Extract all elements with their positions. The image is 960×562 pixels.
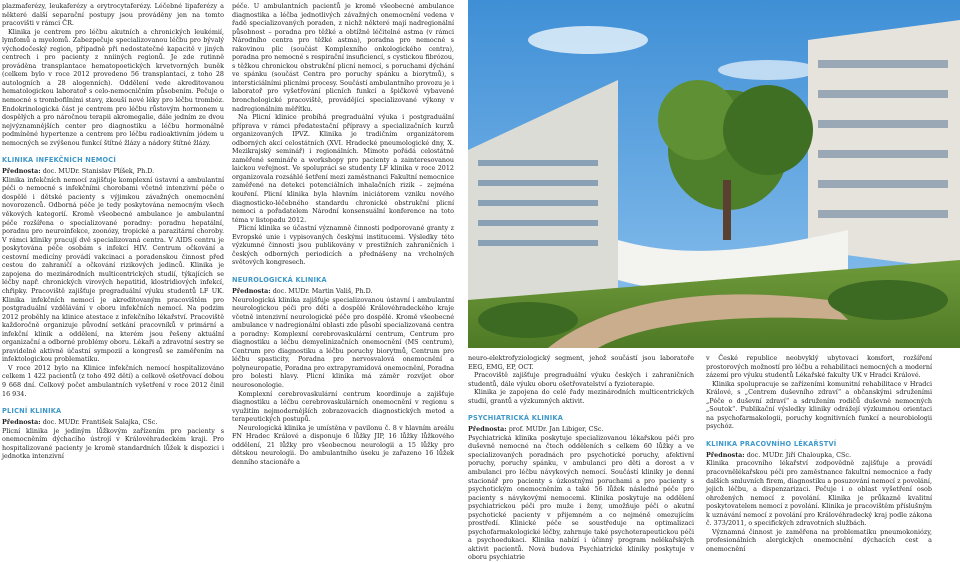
section-heading: KLINIKA PRACOVNÍHO LÉKAŘSTVÍ — [706, 439, 837, 448]
paragraph: Klinika infekčních nemocí zajišťuje komplexní ústavní a ambulantní péči o nemocné s infekčními chorobami včetně intenzivní péče o dospělé i dětské pacienty s výjimkou závažných onemocnění novorozenců. Odborná péče je tedy poskytována nemocným všech věkových kategorií. Kromě všeobecné ambulance je ambulantní péče rozšířena o specializované poradny: poradnu hepatální, poradnu pro neuroinfekce, zoonózy, tropické a parazitární choroby. V rámci kliniky pracují dvě specializovaná centra. V AIDS centru je poskytována péče osobám s infekcí HIV. Centrum očkování a cestovní medicíny provádí vakcinaci a poradenskou činnost před cestou do zahraničí a očkování rizikových jedinců. Klinika je zapojena do mezinárodních multicentrických studií, týkajících se léčby např. chronických virových hepatitid, klostridiových infekcí, chřipky. Pracoviště zajišťuje pregraduální výuku studentů LF UK. Klinika infekčních nemocí je akreditovaným pracovištěm pro postgraduální vzdělávání v oboru infekčních nemocí. Na podzim 2012 proběhly na klinice atestace z infekčního lékařství. Pracoviště každoročně organizuje původní setkání pracovníků v primární a infekční klinik a oddělení, na kterém jsou řešeny aktuální organizační a odborné problémy oboru. Lékaři a zdravotní sestry se pravidelně aktivně účastní sympozií a kongresů se zaměřením na infektologickou problematiku. — [2, 175, 224, 364]
text-column-3 — [468, 354, 694, 562]
paragraph: V roce 2012 bylo na Klinice infekčních nemocí hospitalizováno celkem 1 422 pacientů (z toho 492 dětí) a celkově ošetřovací dobou 9 668 dní. Celkový počet ambulantních vyšetření v roce 2012 činil 16 934. — [2, 363, 224, 398]
paragraph: Významná činnost je zaměřena na problematiku pneumokoniózy, profesionálních alergických onemocnění dýchacích cest a onemocnění — [706, 527, 932, 553]
paragraph: Plicní klinika je jediným lůžkovým zařízením pro pacienty s onemocněním dýchacího ústrojí v Královéhradeckém kraji. Pro hospitalizované pacienty je kromě standardních lůžek k dispozici i jednotka intenzivní — [2, 426, 224, 461]
paragraph: Na Plicní klinice probíhá pregraduální výuka i postgraduální příprava v rámci předatestační přípravy a specializačních kurzů organizovaných IPVZ. Klinika je tradičním organizátorem odborných akcí celostátních (XVI. Hradecké pneumologické dny, X. Mezikrajský seminář) i regionálních. Mimoto pořádá celostátně zaměřené semináře a workshopy pro pacienty a zainteresovanou laickou veřejnost. Ve spolupráci se studenty LF klinika v roce 2012 organizovala rozsáhlé šetření mezi zaměstnanci Fakultní nemocnice zaměřené na detekci potenciálních inhalačních rizik – zejména kouření. Plicní klinika byla hlavním iniciátorem vzniku nového diagnosticko-léčebného standardu chronické obstrukční plicní nemoci a pořadatelem Národní konsensuální konference na toto téma v listopadu 2012. — [232, 113, 454, 224]
cloud — [528, 26, 648, 54]
paragraph: plazmaferézy, leukaferézy a erytrocytaferézy. Léčebné lipaferézy a některé další separační postupy jsou prováděny jen na tomto pracovišti v rámci ČR. — [2, 2, 224, 28]
paragraph: Plicní klinika se účastní významně činnosti podporované granty z Evropské unie i vypisovaných českými institucemi. Výsledky této výzkumné činnosti jsou publikovány v prestižních zahraničních i českých odborných periodicích a přednášeny na vrcholných světových kongresech. — [232, 224, 454, 267]
text-column-1 — [2, 2, 224, 461]
paragraph: Neurologická klinika je umístěna v pavilonu č. 8 v hlavním areálu FN Hradec Králové a disponuje 6 lůžky JIP, 16 lůžky lůžkového oddělení, 21 lůžky pro všeobecnou neurologii a 15 lůžky pro dětskou neurologii. Do ambulantního úseku je zařazeno 16 lůžek denního stacionáře a — [232, 423, 454, 466]
head-of-clinic: Přednosta: prof. MUDr. Jan Libiger, CSc. — [468, 425, 604, 434]
shrubs — [478, 302, 578, 338]
paragraph: Neurologická klinika zajišťuje specializovanou ústavní i ambulantní neurologickou péči pro děti a dospělé Královéhradeckého kraje včetně intenzivní neurologické péče pro dospělé. Kromě všeobecné ambulance v nadregionální oblasti zde působí specializovaná centra a poradny: Komplexní cerebrovaskulární centrum, Centrum pro diagnostiku a léčbu demyelinizačních onemocnění (MS centrum), Centrum pro diagnostiku a léčbu poruchy biorytmů, Centrum pro léčbu spasticity, Poradna pro nervosvalová onemocnění a polyneuropatie, Poradna pro extrapyramidová onemocnění, Poradna pro bolesti hlavy. Plicní klinika má záměr rozvíjet obor neurosonologie. — [232, 295, 454, 389]
paragraph: Komplexní cerebrovaskulární centrum koordinuje a zajišťuje diagnostiku a léčbu cerebrovaskulárních onemocnění v regionu s využitím nejmodernějších zobrazovacích diagnostických metod a terapeutických postupů. — [232, 389, 454, 424]
building-right — [808, 20, 960, 270]
section-heading: PLICNÍ KLINIKA — [2, 407, 62, 416]
section-heading: NEUROLOGICKÁ KLINIKA — [232, 275, 327, 284]
text-column-2 — [232, 2, 454, 466]
head-of-clinic: Přednosta: doc. MUDr. Martin Vališ, Ph.D. — [232, 286, 373, 295]
head-of-clinic: Přednosta: doc. MUDr. Stanislav Plíšek, Ph.D. — [2, 167, 155, 176]
cloud — [718, 60, 818, 80]
paragraph: Klinika je zapojena do celé řady mezinárodních multicentrických studií, grantů a výzkumných aktivit. — [468, 388, 694, 405]
paragraph: Klinika je centrem pro léčbu akutních a chronických leukémií, lymfomů a myelomů. Zabezpečuje specializovanou léčbu pro bývalý východočeský region, případně při nedostatečné kapacitě v jiných centrech i pro pacienty z nniiných regionů. Je zde rutinně prováděna transplantace hematopoetických krvetvorných buněk (celkem bylo v roce 2012 provedeno 56 transplantací, z toho 28 autologních a 28 alogenních). Oddělení vede akreditovanou hematologickou laboratoř s celo-nemocničním působením. Pečuje o nemocné s trombofilními stavy, zkouší nové léky pro léčbu trombóz. Endokrinologická část je centrem pro léčbu růstovým hormonem u dospělých a pro náročnou terapii akromegalie, dále jedním ze dvou nejvýznamnějších center pro diagnostiku a léčbu hormonálně podmíněné hypertenze a centrem pro léčbu radioaktivním jódem u nemocných se zvýšenou funkcí štítné žlázy a nádory štítné žlázy. — [2, 27, 224, 147]
paragraph: Klinika pracovního lékařství zodpovědně zajišťuje a provádí pracovnělékařskou péči pro zaměstnance fakultní nemocnice a řady dalších smluvních firem, diagnostiku a posuzování nemocí z povolání, jejich léčbu, a dispenzarizaci. Pečuje i o oblast vyšetření osob ohrožených nemocí z povolání. Klinika je průkazně kvalitní poskytovatelem nemocí z povolání. Klinika je pracovištěm příslušným k uznávání nemocí z povolání pro Královéhradecký kraj podle zákona č. 373/2011, o specifických zdravotních službách. — [706, 459, 932, 528]
head-of-clinic: Přednosta: doc. MUDr. František Salajka, CSc. — [2, 418, 158, 427]
head-of-clinic: Přednosta: doc. MUDr. Jiří Chaloupka, CSc. — [706, 450, 852, 459]
text-column-4 — [706, 354, 932, 553]
paragraph: Psychiatrická klinika poskytuje specializovanou lékařskou péči pro duševně nemocné na čtech odděleních s celkem 60 lůžky a ve specializovaných poradnách pro psychotické poruchy, afektivní poruchy, poruchy spánku, v ambulanci pro děti a dorost a v ambulanci pro léčbu návykových nemocí. Součástí kliniky je denní stacionář pro pacienty s úzkostnými poruchami a pro pacienty s psychotickým onemocněním a také 56 lůžek následné péče pro pacienty s návykovými nemocemi. Klinika poskytuje na oddělení psychiatrickou péči pro muže i ženy, umožňuje péči o akutní psychotické pacienty v přijemném a co nejméně omezujícím prostředí. Klinické péče se soustředuje na optimalizaci psychofarmakologické léčby, zahrnuje také psychoterapeutickou péči a psychoedukaci. Klinika nabízí i účinný program nelékařských aktivit pacientů. Nová budova Psychiatrické kliniky poskytuje v oboru psychiatrie — [468, 433, 694, 562]
shrubs — [828, 280, 948, 320]
hospital-courtyard-photo — [468, 0, 960, 348]
tree-trunk — [723, 180, 731, 240]
paragraph: neuro-elektrofyziologický segment, jehož součástí jsou laboratoře EEG, EMG, EP, OCT. — [468, 354, 694, 371]
section-heading: PSYCHIATRICKÁ KLINIKA — [468, 414, 564, 423]
paragraph: Pracoviště zajišťuje pregraduální výuku českých i zahraničních studentů, dále výuku oboru ošetřovatelství a fyzioterapie. — [468, 371, 694, 388]
paragraph: Klinika spolupracuje se zařízeními komunitní rehabilitace v Hradci Králové, s „Centrem duševního zdraví“ a občanskými sdruženími „Péče o duševní zdraví“ a sdružením rodičů duševně nemocných „Soutok“. Publikační výsledky kliniky odrážejí výzkumnou orientaci na psychofarmakologii, poruchy kognitivních funkcí a neurobiologii psychóz. — [706, 379, 932, 431]
paragraph: péče. U ambulantních pacientů je kromě všeobecné ambulance diagnostika a léčba jednotlivých závažných onemocnění vedena v řadě specializovaných poraden, z nichž některé mají nadregionální působnost – poradna pro těžké a obtížně léčitelné astma (v rámci Národního centra pro těžké astma), poradna pro nemocné s rakovinou plic (součást Komplexního onkologického centra), poradna pro nemocné s respirační insuficiencí, s cystickou fibrózou, s těžkou chronickou obstrukční plicní nemocí, s poruchami dýchání ve spánku (součást Centra pro poruchy spánku a biorytmů), s intersticiálními plicními procesy. Součástí ambulantního provozu je i laboratoř pro vyšetřování plicních funkcí a špičkově vybavené bronchologické pracoviště, provádějící specializované výkony v nadregionálním měřítku. — [232, 2, 454, 113]
tree — [723, 85, 813, 175]
paragraph: v České republice neobvyklý ubytovací komfort, rozšíření prostorových možností pro léčbu a rehabilitaci nemocných a moderní zázemí pro výuku studentů Lékařské fakulty UK v Hradci Králové. — [706, 354, 932, 380]
section-heading: KLINIKA INFEKČNÍCH NEMOCÍ — [2, 156, 116, 165]
